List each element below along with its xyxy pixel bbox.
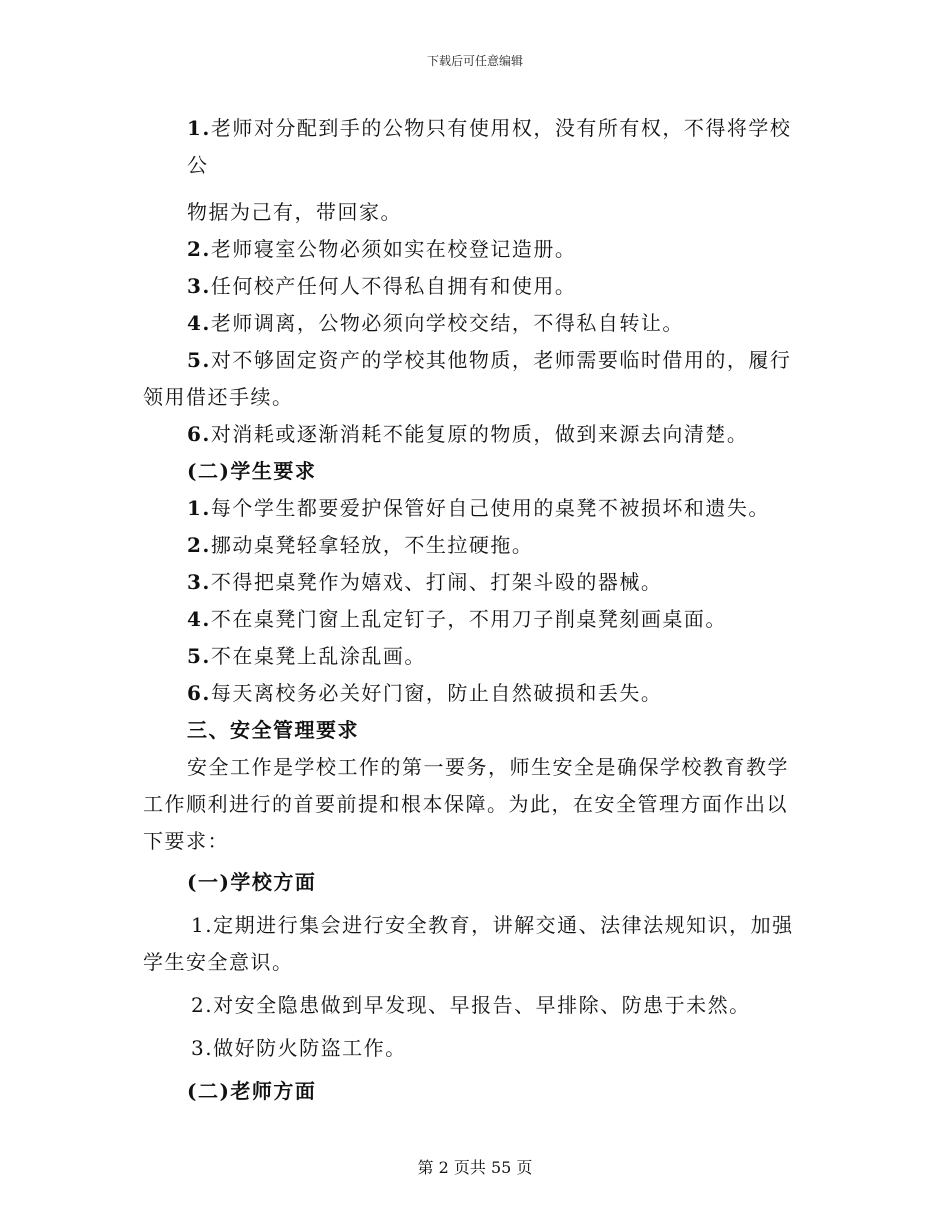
paragraph-student-6 (143, 675, 808, 712)
item-text: 每个学生都要爱护保管好自己使用的桌凳不被损坏和遗失。 (210, 496, 770, 520)
item-number: 1. (187, 116, 211, 140)
item-text: 对消耗或逐渐消耗不能复原的物质，做到来源去向清楚。 (210, 422, 749, 446)
item-text: 老师寝室公物必须如实在校登记造册。 (210, 237, 577, 261)
heading-student-requirements: (二)学生要求 (187, 459, 317, 483)
paragraph-school-2: 2.对安全隐患做到早发现、早报告、早排除、防患于未然。 (191, 993, 751, 1017)
paragraph-teacher-6 (143, 416, 808, 453)
item-number: 3. (187, 570, 211, 594)
item-text: 每天离校务必关好门窗，防止自然破损和丢失。 (210, 681, 663, 705)
item-text: 老师调离，公物必须向学校交结，不得私自转让。 (210, 311, 684, 335)
item-text: 任何校产任何人不得私自拥有和使用。 (210, 274, 577, 298)
paragraph-teacher-3 (143, 268, 808, 305)
paragraph-teacher-4 (143, 305, 808, 342)
paragraph-student-1 (143, 490, 808, 527)
heading-school-aspect: (一)学校方面 (187, 870, 317, 894)
item-text: 不在桌凳上乱涂乱画。 (210, 644, 426, 668)
page-footer: 第 2 页共 55 页 (417, 1158, 533, 1177)
item-text: 挪动桌凳轻拿轻放，不生拉硬拖。 (210, 533, 534, 557)
heading-safety-management: 三、安全管理要求 (187, 718, 359, 742)
paragraph-teacher-1-cont: 物据为己有，带回家。 (187, 200, 402, 224)
paragraph-student-4 (143, 601, 808, 638)
item-number: 5. (187, 348, 211, 372)
paragraph-school-3: 3.做好防火防盗工作。 (191, 1036, 407, 1060)
item-number: 4. (187, 607, 211, 631)
item-text: 不得把桌凳作为嬉戏、打闹、打架斗殴的器械。 (210, 570, 663, 594)
item-number: 3. (187, 274, 211, 298)
item-number: 5. (187, 644, 211, 668)
item-text: 老师对分配到手的公物只有使用权，没有所有权，不得将学校公 (187, 116, 792, 177)
page-header: 下载后可任意编辑 (426, 54, 523, 68)
item-text: 不在桌凳门窗上乱定钉子，不用刀子削桌凳刻画桌面。 (210, 607, 727, 631)
paragraph-teacher-1 (143, 110, 808, 184)
heading-teacher-aspect: (二)老师方面 (187, 1079, 317, 1103)
item-number: 6. (187, 422, 211, 446)
paragraph-student-3 (143, 564, 808, 601)
paragraph-teacher-2 (143, 231, 808, 268)
paragraph-teacher-5 (143, 342, 808, 416)
paragraph-student-5 (143, 638, 808, 675)
item-text: 对不够固定资产的学校其他物质，老师需要临时借用的，履行领用借还手续。 (143, 348, 792, 409)
item-number: 6. (187, 681, 211, 705)
item-number: 2. (187, 533, 211, 557)
document-body (143, 110, 808, 1110)
paragraph-school-1: 1.定期进行集会进行安全教育，讲解交通、法律法规知识，加强学生安全意识。 (143, 913, 794, 974)
paragraph-student-2 (143, 527, 808, 564)
item-number: 1. (187, 496, 211, 520)
item-number: 2. (187, 237, 211, 261)
paragraph-safety-intro: 安全工作是学校工作的第一要务，师生安全是确保学校教育教学工作顺利进行的首要前提和根本保障。为此，在安全管理方面作出以下要求： (143, 755, 789, 853)
item-number: 4. (187, 311, 211, 335)
